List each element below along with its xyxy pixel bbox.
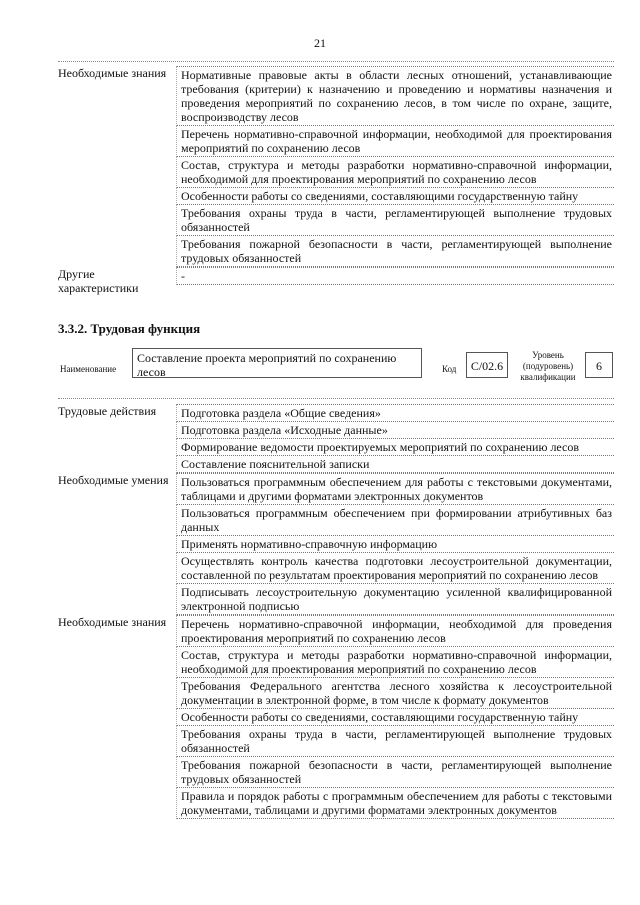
row-label: Необходимые умения	[58, 473, 169, 487]
page-number: 21	[314, 36, 326, 50]
row-content	[176, 404, 614, 473]
row-label: Необходимые знания	[58, 615, 167, 629]
section-heading: 3.3.2. Трудовая функция	[58, 321, 201, 336]
list-item: Перечень нормативно-справочной информации, необходимой для проведения проектирования мероприятий по сохранению лесов	[176, 615, 614, 647]
function-code-box: С/02.6	[466, 352, 508, 378]
row-label: Необходимые знания	[58, 66, 167, 80]
row-label: Другие характеристики	[58, 267, 139, 295]
function-table	[58, 404, 614, 819]
qualification-level-label: Уровень (подуровень) квалификации	[520, 350, 576, 382]
row-label: Трудовые действия	[58, 404, 157, 418]
row-content	[176, 267, 614, 295]
list-item: Правила и порядок работы с программным обеспечением для работы с текстовыми документами, таблицами и другими форматами электронных документов	[176, 788, 614, 819]
list-item: Требования охраны труда в части, регламентирующей выполнение трудовых обязанностей	[176, 205, 614, 236]
row-content	[176, 66, 614, 267]
table-row	[58, 267, 614, 295]
table-row	[58, 473, 614, 615]
list-item: Подготовка раздела «Исходные данные»	[176, 422, 614, 439]
list-item: Состав, структура и методы разработки нормативно-справочной информации, необходимой для проектирования мероприятий по сохранению лесов	[176, 157, 614, 188]
mid-rule	[58, 398, 614, 399]
list-item: Нормативные правовые акты в области лесных отношений, устанавливающие требования (критерии) к назначению и проведению и нормативы назначения и проведения мероприятий по сохранению лесов, в том числе по охране, защите, воспроизводству лесов	[176, 66, 614, 126]
list-item: -	[176, 267, 614, 285]
code-label: Код	[442, 364, 457, 374]
table-row	[58, 404, 614, 473]
name-label: Наименование	[60, 364, 117, 374]
list-item: Пользоваться программным обеспечением для работы с текстовыми документами, таблицами и другими форматами электронных документов	[176, 473, 614, 505]
table-row	[58, 615, 614, 819]
row-content	[176, 473, 614, 615]
list-item: Перечень нормативно-справочной информации, необходимой для проектирования мероприятий по сохранению лесов	[176, 126, 614, 157]
top-rule	[58, 61, 614, 62]
list-item: Особенности работы со сведениями, составляющими государственную тайну	[176, 188, 614, 205]
list-item: Особенности работы со сведениями, составляющими государственную тайну	[176, 709, 614, 726]
qualification-level-box: 6	[585, 352, 613, 378]
list-item: Состав, структура и методы разработки нормативно-справочной информации, необходимой для проектирования мероприятий по сохранению лесов	[176, 647, 614, 678]
row-content	[176, 615, 614, 819]
list-item: Требования пожарной безопасности в части, регламентирующей выполнение трудовых обязанностей	[176, 757, 614, 788]
knowledge-table-1	[58, 66, 614, 295]
list-item: Требования пожарной безопасности в части, регламентирующей выполнение трудовых обязанностей	[176, 236, 614, 267]
function-header	[58, 348, 614, 390]
list-item: Требования Федерального агентства лесного хозяйства к лесоустроительной документации в электронной форме, в том числе к формату документов	[176, 678, 614, 709]
list-item: Применять нормативно-справочную информацию	[176, 536, 614, 553]
list-item: Осуществлять контроль качества подготовки лесоустроительной документации, составленной по результатам проектирования мероприятий по сохранению лесов	[176, 553, 614, 584]
table-row	[58, 66, 614, 267]
list-item: Составление пояснительной записки	[176, 456, 614, 473]
list-item: Требования охраны труда в части, регламентирующей выполнение трудовых обязанностей	[176, 726, 614, 757]
function-name-box: Составление проекта мероприятий по сохранению лесов	[132, 348, 422, 378]
list-item: Подготовка раздела «Общие сведения»	[176, 404, 614, 422]
list-item: Формирование ведомости проектируемых мероприятий по сохранению лесов	[176, 439, 614, 456]
list-item: Пользоваться программным обеспечением при формировании атрибутивных баз данных	[176, 505, 614, 536]
list-item: Подписывать лесоустроительную документацию усиленной квалифицированной электронной подписью	[176, 584, 614, 615]
